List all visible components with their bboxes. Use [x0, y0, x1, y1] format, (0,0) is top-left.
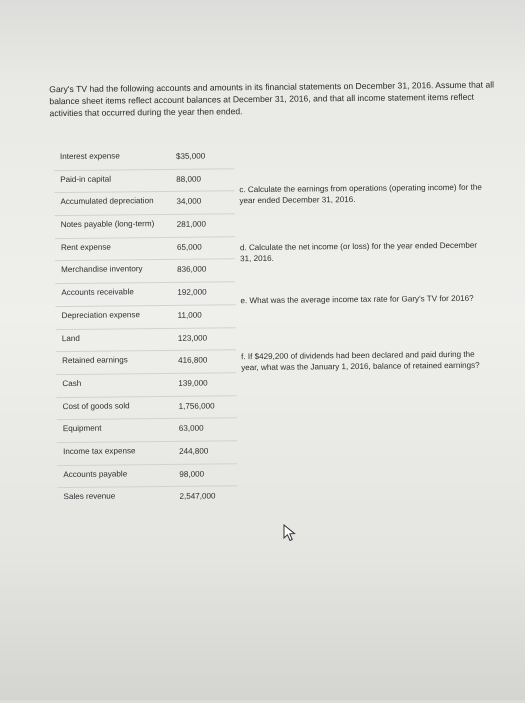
account-label: Income tax expense	[63, 446, 136, 457]
table-row	[57, 486, 237, 511]
account-label: Land	[61, 333, 80, 343]
account-value: 123,000	[177, 333, 208, 343]
table-row	[56, 372, 236, 397]
account-label: Merchandise inventory	[61, 264, 143, 275]
account-value: 139,000	[178, 378, 208, 388]
question-c: c. Calculate the earnings from operations (operating income) for the year ended December 31, 2016.	[239, 182, 482, 205]
table-row	[54, 168, 234, 193]
table-row	[55, 236, 235, 261]
problem-intro: Gary's TV had the following accounts and amounts in its financial statements on December 31, 2016. Assume that all balance sheet items reflect account balances at December 31, 2016, and that all income statement items reflect activities that occurred during the year then ended.	[49, 79, 495, 119]
question-f: f. If $429,200 of dividends had been declared and paid during the year, what was the January 1, 2016, balance of retained earnings?	[241, 349, 480, 372]
account-label: Equipment	[62, 423, 102, 434]
table-row	[56, 304, 236, 329]
account-value: 2,547,000	[179, 491, 216, 502]
account-label: Cash	[62, 378, 82, 388]
account-value: 34,000	[176, 196, 202, 207]
account-value: 98,000	[179, 469, 205, 479]
account-label: Depreciation expense	[61, 310, 140, 320]
account-value: $35,000	[175, 151, 206, 161]
account-value: 281,000	[176, 219, 206, 229]
accounts-table	[54, 146, 238, 510]
table-row	[56, 349, 236, 374]
question-e: e. What was the average income tax rate for Gary's TV for 2016?	[240, 293, 474, 306]
account-value: 63,000	[178, 423, 204, 434]
account-label: Cost of goods sold	[62, 400, 130, 411]
table-row	[55, 213, 235, 238]
table-row	[57, 463, 237, 488]
account-label: Interest expense	[59, 151, 120, 162]
question-d: d. Calculate the net income (or loss) for the year ended December 31, 2016.	[239, 240, 478, 263]
table-row	[54, 191, 234, 216]
table-row	[56, 395, 236, 420]
account-label: Accounts receivable	[61, 287, 134, 298]
account-value: 836,000	[177, 264, 207, 275]
table-row	[54, 146, 234, 170]
account-value: 65,000	[176, 242, 202, 252]
table-row	[55, 259, 235, 284]
account-label: Accounts payable	[63, 469, 128, 479]
table-row	[55, 281, 235, 306]
account-value: 88,000	[176, 174, 202, 184]
account-value: 244,800	[179, 446, 209, 456]
table-row	[57, 417, 237, 442]
account-label: Accumulated depreciation	[60, 196, 154, 207]
account-value: 1,756,000	[178, 401, 215, 411]
account-label: Paid-in capital	[60, 174, 112, 184]
account-value: 11,000	[177, 310, 202, 320]
account-value: 192,000	[177, 287, 207, 297]
account-value: 416,800	[178, 355, 208, 366]
table-row	[56, 327, 236, 352]
account-label: Sales revenue	[63, 491, 116, 502]
mouse-pointer-icon	[282, 524, 298, 542]
table-row	[57, 440, 237, 465]
account-label: Retained earnings	[62, 355, 128, 366]
account-label: Notes payable (long-term)	[60, 219, 155, 230]
account-label: Rent expense	[60, 242, 111, 252]
